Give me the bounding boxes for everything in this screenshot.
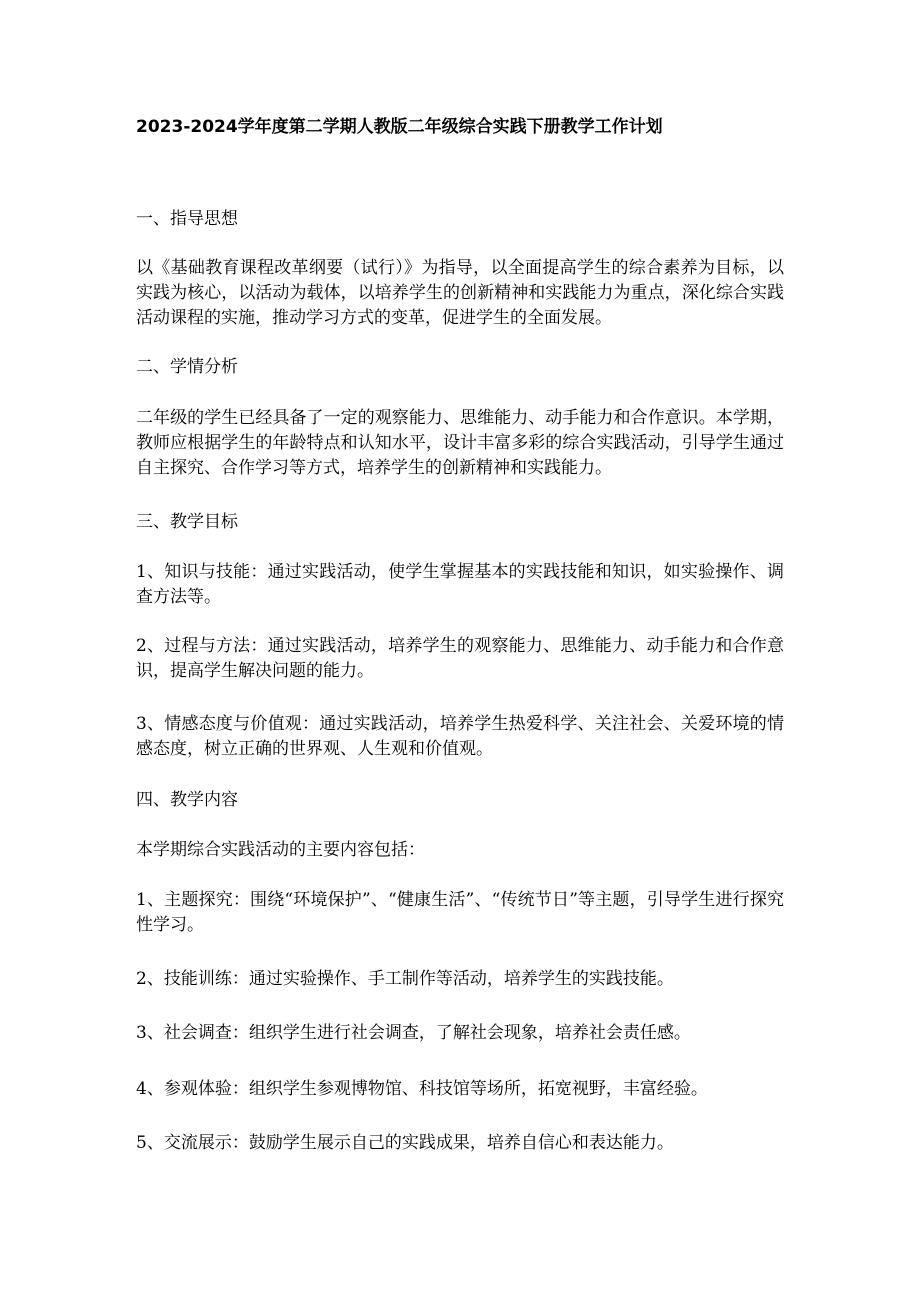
section-heading-guiding-ideology: 一、指导思想	[136, 209, 238, 229]
section-heading-teaching-objectives: 三、教学目标	[136, 512, 238, 532]
section-heading-student-analysis: 二、学情分析	[136, 357, 238, 377]
content-item-5: 5、交流展示：鼓励学生展示自己的实践成果，培养自信心和表达能力。	[136, 1133, 674, 1153]
document-title: 2023-2024学年度第二学期人教版二年级综合实践下册教学工作计划	[136, 117, 663, 137]
content-item-4: 4、参观体验：组织学生参观博物馆、科技馆等场所，拓宽视野，丰富经验。	[136, 1079, 708, 1099]
objective-item-2: 2、过程与方法：通过实践活动，培养学生的观察能力、思维能力、动手能力和合作意识，提高学生解决问题的能力。	[136, 636, 784, 681]
section-heading-teaching-content: 四、教学内容	[136, 790, 238, 810]
objective-item-3: 3、情感态度与价值观：通过实践活动，培养学生热爱科学、关注社会、关爱环境的情感态度，树立正确的世界观、人生观和价值观。	[136, 714, 784, 759]
content-intro: 本学期综合实践活动的主要内容包括：	[136, 840, 425, 860]
objective-item-1: 1、知识与技能：通过实践活动，使学生掌握基本的实践技能和知识，如实验操作、调查方法等。	[136, 562, 784, 607]
paragraph-guiding-ideology: 以《基础教育课程改革纲要（试行）》为指导，以全面提高学生的综合素养为目标，以实践为核心，以活动为载体，以培养学生的创新精神和实践能力为重点，深化综合实践活动课程的实施，推动学习方式的变革，促进学生的全面发展。	[136, 258, 784, 328]
content-item-2: 2、技能训练：通过实验操作、手工制作等活动，培养学生的实践技能。	[136, 969, 674, 989]
paragraph-student-analysis: 二年级的学生已经具备了一定的观察能力、思维能力、动手能力和合作意识。本学期，教师应根据学生的年龄特点和认知水平，设计丰富多彩的综合实践活动，引导学生通过自主探究、合作学习等方式，培养学生的创新精神和实践能力。	[136, 408, 784, 478]
content-item-3: 3、社会调查：组织学生进行社会调查，了解社会现象，培养社会责任感。	[136, 1023, 691, 1043]
content-item-1: 1、主题探究：围绕“环境保护”、“健康生活”、“传统节日”等主题，引导学生进行探究性学习。	[136, 890, 784, 935]
